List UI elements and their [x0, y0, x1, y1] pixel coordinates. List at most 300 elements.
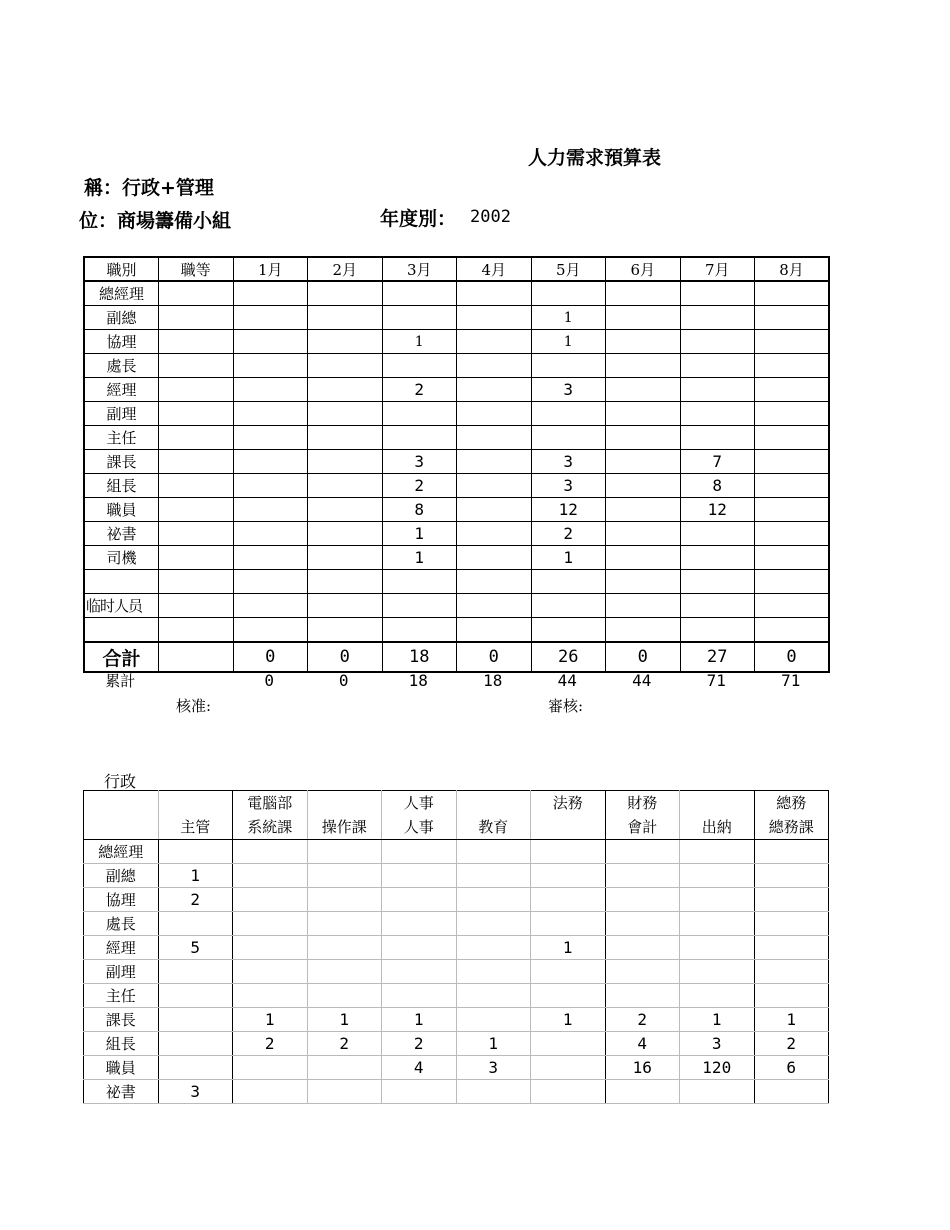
- value-cell: [531, 354, 606, 378]
- value-cell: [307, 1056, 382, 1080]
- header-sub-label: 人事: [403, 818, 434, 836]
- department-name: 稱：行政+管理: [84, 177, 214, 199]
- value-cell: [531, 594, 606, 618]
- value-cell: [308, 594, 383, 618]
- table-row: [84, 1032, 829, 1056]
- value-cell: [680, 888, 755, 912]
- value-cell: [158, 840, 233, 864]
- cumulative-cell: 18: [408, 671, 428, 690]
- value-cell: [680, 402, 755, 426]
- row-label: 課長: [84, 450, 159, 474]
- value-cell: [456, 864, 531, 888]
- row-label: 組長: [84, 1032, 159, 1056]
- value-cell: [680, 594, 755, 618]
- column-header: 2月: [308, 257, 383, 281]
- value-cell: [754, 864, 829, 888]
- value-cell: [754, 936, 829, 960]
- value-cell: [382, 426, 457, 450]
- value-cell: [755, 354, 830, 378]
- value-cell: 5: [158, 936, 233, 960]
- value-cell: [233, 330, 308, 354]
- row-label: 總經理: [84, 281, 159, 306]
- cumulative-label: 累計: [105, 672, 136, 690]
- value-cell: [382, 984, 457, 1008]
- value-cell: [457, 450, 532, 474]
- value-cell: [755, 378, 830, 402]
- header-sub-label: 主管: [180, 818, 211, 836]
- monthly-budget-table: [83, 256, 830, 673]
- value-cell: [308, 402, 383, 426]
- value-cell: [606, 474, 681, 498]
- value-cell: [755, 330, 830, 354]
- value-cell: [456, 912, 531, 936]
- value-cell: [233, 984, 308, 1008]
- value-cell: [754, 912, 829, 936]
- value-cell: [680, 306, 755, 330]
- value-cell: 8: [680, 474, 755, 498]
- value-cell: [457, 426, 532, 450]
- value-cell: [457, 618, 532, 643]
- table-row: [84, 960, 829, 984]
- value-cell: 1: [531, 306, 606, 330]
- value-cell: [680, 1080, 755, 1104]
- row-label: 職員: [84, 498, 159, 522]
- value-cell: 7: [680, 450, 755, 474]
- value-cell: [457, 354, 532, 378]
- value-cell: [680, 840, 755, 864]
- value-cell: 2: [158, 888, 233, 912]
- value-cell: [382, 936, 457, 960]
- value-cell: [755, 402, 830, 426]
- value-cell: [308, 570, 383, 594]
- value-cell: [307, 888, 382, 912]
- value-cell: [308, 618, 383, 643]
- value-cell: [308, 306, 383, 330]
- row-label: 經理: [84, 936, 159, 960]
- value-cell: [457, 281, 532, 306]
- value-cell: 3: [531, 378, 606, 402]
- value-cell: [754, 984, 829, 1008]
- table-row: [84, 1056, 829, 1080]
- value-cell: [457, 474, 532, 498]
- value-cell: 3: [680, 1032, 755, 1056]
- value-cell: 1: [382, 546, 457, 570]
- value-cell: [531, 912, 606, 936]
- table-row: [84, 402, 829, 426]
- grade-cell: [159, 354, 234, 378]
- table-row: [84, 354, 829, 378]
- header-group-label: 法務: [552, 794, 583, 812]
- row-label: 課長: [84, 1008, 159, 1032]
- value-cell: [308, 522, 383, 546]
- value-cell: [456, 1008, 531, 1032]
- value-cell: [754, 888, 829, 912]
- total-cell: 18: [382, 642, 457, 672]
- value-cell: 8: [382, 498, 457, 522]
- value-cell: [531, 840, 606, 864]
- year-label: 年度別：: [380, 208, 457, 230]
- value-cell: [233, 570, 308, 594]
- value-cell: [158, 984, 233, 1008]
- table-row: [84, 936, 829, 960]
- value-cell: 3: [382, 450, 457, 474]
- value-cell: [605, 864, 680, 888]
- header-group-label: 總務: [776, 794, 807, 812]
- header-sub-label: [531, 815, 605, 839]
- table-row: [84, 912, 829, 936]
- value-cell: [307, 840, 382, 864]
- value-cell: [605, 912, 680, 936]
- value-cell: [233, 522, 308, 546]
- value-cell: 3: [158, 1080, 233, 1104]
- value-cell: [233, 1080, 308, 1104]
- value-cell: [755, 450, 830, 474]
- value-cell: [606, 354, 681, 378]
- value-cell: [382, 840, 457, 864]
- value-cell: [308, 546, 383, 570]
- table-row: [84, 450, 829, 474]
- table-row: [84, 888, 829, 912]
- value-cell: 2: [382, 474, 457, 498]
- header-group-label: 電腦部: [247, 794, 293, 812]
- row-label: [84, 570, 159, 594]
- value-cell: [605, 960, 680, 984]
- value-cell: [680, 912, 755, 936]
- value-cell: [680, 522, 755, 546]
- header-group-label: [159, 791, 233, 815]
- column-header: 8月: [755, 257, 830, 281]
- value-cell: [680, 281, 755, 306]
- cumulative-cell: 71: [706, 671, 726, 690]
- cumulative-blank: [158, 670, 233, 691]
- grade-cell: [159, 450, 234, 474]
- value-cell: [382, 594, 457, 618]
- table-row: [84, 984, 829, 1008]
- unit-label-colon: ：: [98, 210, 118, 232]
- admin-column-header: [382, 791, 457, 840]
- value-cell: 120: [680, 1056, 755, 1080]
- table-row: [84, 281, 829, 306]
- value-cell: [606, 570, 681, 594]
- value-cell: [233, 618, 308, 643]
- row-label: 處長: [84, 912, 159, 936]
- column-header: 3月: [382, 257, 457, 281]
- admin-section-title: 行政: [104, 772, 137, 791]
- header-sub-label: 教育: [478, 818, 509, 836]
- row-label: 主任: [84, 984, 159, 1008]
- row-label: 職員: [84, 1056, 159, 1080]
- value-cell: [755, 594, 830, 618]
- value-cell: [606, 450, 681, 474]
- value-cell: 2: [605, 1008, 680, 1032]
- value-cell: [233, 402, 308, 426]
- value-cell: [606, 618, 681, 643]
- value-cell: [456, 840, 531, 864]
- header-sub-label: 操作課: [321, 818, 367, 836]
- approve-label: 核准:: [176, 697, 212, 715]
- value-cell: [755, 522, 830, 546]
- value-cell: [531, 402, 606, 426]
- value-cell: 1: [531, 936, 606, 960]
- value-cell: [308, 450, 383, 474]
- column-header: 4月: [457, 257, 532, 281]
- table-row: [84, 522, 829, 546]
- grade-cell: [159, 378, 234, 402]
- value-cell: [233, 426, 308, 450]
- value-cell: 2: [531, 522, 606, 546]
- cumulative-cell: 71: [781, 671, 801, 690]
- value-cell: [680, 354, 755, 378]
- value-cell: [382, 1080, 457, 1104]
- value-cell: [456, 888, 531, 912]
- value-cell: 1: [680, 1008, 755, 1032]
- value-cell: 2: [307, 1032, 382, 1056]
- value-cell: [233, 840, 308, 864]
- value-cell: [531, 1056, 606, 1080]
- header-group-label: [457, 791, 531, 815]
- value-cell: [531, 618, 606, 643]
- header-group-label: [680, 791, 754, 815]
- value-cell: [606, 306, 681, 330]
- value-cell: [457, 498, 532, 522]
- grade-cell: [159, 306, 234, 330]
- value-cell: 6: [754, 1056, 829, 1080]
- value-cell: [233, 378, 308, 402]
- page-title: 人力需求預算表: [528, 147, 662, 169]
- value-cell: [308, 281, 383, 306]
- cumulative-cell: 44: [557, 671, 577, 690]
- table-row: [84, 594, 829, 618]
- value-cell: [755, 281, 830, 306]
- header-sub-label: [84, 815, 158, 839]
- header-sub-label: 出納: [701, 818, 732, 836]
- total-cell: 0: [755, 642, 830, 672]
- table-header-row: [84, 257, 829, 281]
- value-cell: [457, 570, 532, 594]
- grade-cell: [159, 498, 234, 522]
- header-group-label: 財務: [627, 794, 658, 812]
- value-cell: 1: [158, 864, 233, 888]
- table-row: [84, 426, 829, 450]
- row-label: 副總: [84, 864, 159, 888]
- admin-staffing-table: [83, 790, 829, 1104]
- value-cell: [606, 594, 681, 618]
- value-cell: 1: [456, 1032, 531, 1056]
- total-row: [84, 642, 829, 672]
- value-cell: [606, 378, 681, 402]
- column-header: 5月: [531, 257, 606, 281]
- value-cell: [531, 570, 606, 594]
- unit-name: [78, 206, 232, 233]
- grade-cell: [159, 402, 234, 426]
- column-header: 7月: [680, 257, 755, 281]
- row-label: 處長: [84, 354, 159, 378]
- value-cell: [307, 984, 382, 1008]
- value-cell: [158, 960, 233, 984]
- unit-label-clipped: 位: [78, 210, 98, 232]
- value-cell: [755, 570, 830, 594]
- value-cell: [456, 984, 531, 1008]
- value-cell: [233, 450, 308, 474]
- value-cell: 3: [456, 1056, 531, 1080]
- column-header: 1月: [233, 257, 308, 281]
- row-label: [84, 618, 159, 643]
- value-cell: [680, 378, 755, 402]
- value-cell: [457, 378, 532, 402]
- value-cell: [680, 426, 755, 450]
- value-cell: [755, 474, 830, 498]
- value-cell: [457, 330, 532, 354]
- review-label: 審核:: [548, 697, 584, 715]
- table-row: [84, 864, 829, 888]
- value-cell: [233, 888, 308, 912]
- row-label: 副理: [84, 402, 159, 426]
- value-cell: [308, 426, 383, 450]
- row-label: 協理: [84, 888, 159, 912]
- value-cell: [307, 1080, 382, 1104]
- value-cell: [605, 888, 680, 912]
- value-cell: [382, 864, 457, 888]
- admin-column-header: [754, 791, 829, 840]
- table-row: [84, 306, 829, 330]
- header-group-label: [308, 791, 382, 815]
- table-row: [84, 498, 829, 522]
- row-label: 副理: [84, 960, 159, 984]
- value-cell: [606, 546, 681, 570]
- value-cell: 3: [531, 450, 606, 474]
- value-cell: [382, 281, 457, 306]
- value-cell: [456, 936, 531, 960]
- value-cell: [457, 546, 532, 570]
- value-cell: [233, 936, 308, 960]
- value-cell: [308, 354, 383, 378]
- value-cell: [680, 960, 755, 984]
- header-sub-label: 會計: [627, 818, 658, 836]
- value-cell: 3: [531, 474, 606, 498]
- year-value: 2002: [470, 207, 511, 227]
- value-cell: [382, 960, 457, 984]
- value-cell: [307, 864, 382, 888]
- value-cell: [457, 594, 532, 618]
- value-cell: [307, 912, 382, 936]
- total-cell: 26: [531, 642, 606, 672]
- table-row: [84, 618, 829, 643]
- header-group-label: [84, 791, 158, 815]
- value-cell: 1: [531, 1008, 606, 1032]
- value-cell: 1: [382, 522, 457, 546]
- monthly-table-body: [84, 257, 829, 672]
- value-cell: [457, 522, 532, 546]
- value-cell: [754, 960, 829, 984]
- row-label: 祕書: [84, 522, 159, 546]
- value-cell: [233, 864, 308, 888]
- value-cell: [233, 474, 308, 498]
- admin-column-header: [307, 791, 382, 840]
- value-cell: [755, 498, 830, 522]
- value-cell: [382, 618, 457, 643]
- cumulative-cell: 0: [264, 671, 275, 690]
- value-cell: [308, 330, 383, 354]
- value-cell: [307, 936, 382, 960]
- table-row: [84, 840, 829, 864]
- value-cell: [382, 306, 457, 330]
- value-cell: 12: [680, 498, 755, 522]
- value-cell: [606, 498, 681, 522]
- value-cell: [233, 912, 308, 936]
- row-label: 經理: [84, 378, 159, 402]
- header-sub-label: 總務課: [768, 818, 814, 836]
- value-cell: 16: [605, 1056, 680, 1080]
- value-cell: 2: [382, 1032, 457, 1056]
- value-cell: [233, 960, 308, 984]
- value-cell: 12: [531, 498, 606, 522]
- total-grade-cell: [159, 642, 234, 672]
- column-header: 職別: [84, 257, 159, 281]
- value-cell: [233, 498, 308, 522]
- admin-column-header: [531, 791, 606, 840]
- admin-column-header: [680, 791, 755, 840]
- total-cell: 0: [457, 642, 532, 672]
- value-cell: [531, 888, 606, 912]
- value-cell: [158, 1056, 233, 1080]
- value-cell: [307, 960, 382, 984]
- header-group-label: 人事: [403, 794, 434, 812]
- admin-column-header: [605, 791, 680, 840]
- table-row: [84, 1080, 829, 1104]
- value-cell: [531, 1032, 606, 1056]
- unit-label-value: 商場籌備小組: [117, 210, 232, 232]
- value-cell: [382, 912, 457, 936]
- value-cell: [531, 984, 606, 1008]
- total-cell: 0: [308, 642, 383, 672]
- total-cell: 0: [233, 642, 308, 672]
- grade-cell: [159, 522, 234, 546]
- value-cell: [382, 888, 457, 912]
- value-cell: [755, 546, 830, 570]
- value-cell: 1: [382, 1008, 457, 1032]
- value-cell: [531, 960, 606, 984]
- cumulative-cell: 0: [338, 671, 349, 690]
- value-cell: [531, 1080, 606, 1104]
- value-cell: [456, 1080, 531, 1104]
- column-header: 6月: [606, 257, 681, 281]
- value-cell: [158, 912, 233, 936]
- value-cell: [531, 281, 606, 306]
- value-cell: [755, 306, 830, 330]
- grade-cell: [159, 618, 234, 643]
- value-cell: [233, 354, 308, 378]
- admin-column-header: [456, 791, 531, 840]
- value-cell: 4: [382, 1056, 457, 1080]
- table-row: [84, 330, 829, 354]
- admin-table-body: [84, 791, 829, 1104]
- value-cell: [308, 498, 383, 522]
- grade-cell: [159, 546, 234, 570]
- value-cell: [605, 1080, 680, 1104]
- value-cell: [605, 984, 680, 1008]
- value-cell: [233, 546, 308, 570]
- cumulative-table-row: [83, 670, 828, 691]
- total-cell: 27: [680, 642, 755, 672]
- value-cell: 1: [531, 546, 606, 570]
- admin-column-header: [84, 791, 159, 840]
- value-cell: 2: [382, 378, 457, 402]
- cumulative-cell: 44: [632, 671, 652, 690]
- row-label: 临时人员: [84, 594, 159, 618]
- column-header: 職等: [159, 257, 234, 281]
- value-cell: 1: [382, 330, 457, 354]
- value-cell: [308, 378, 383, 402]
